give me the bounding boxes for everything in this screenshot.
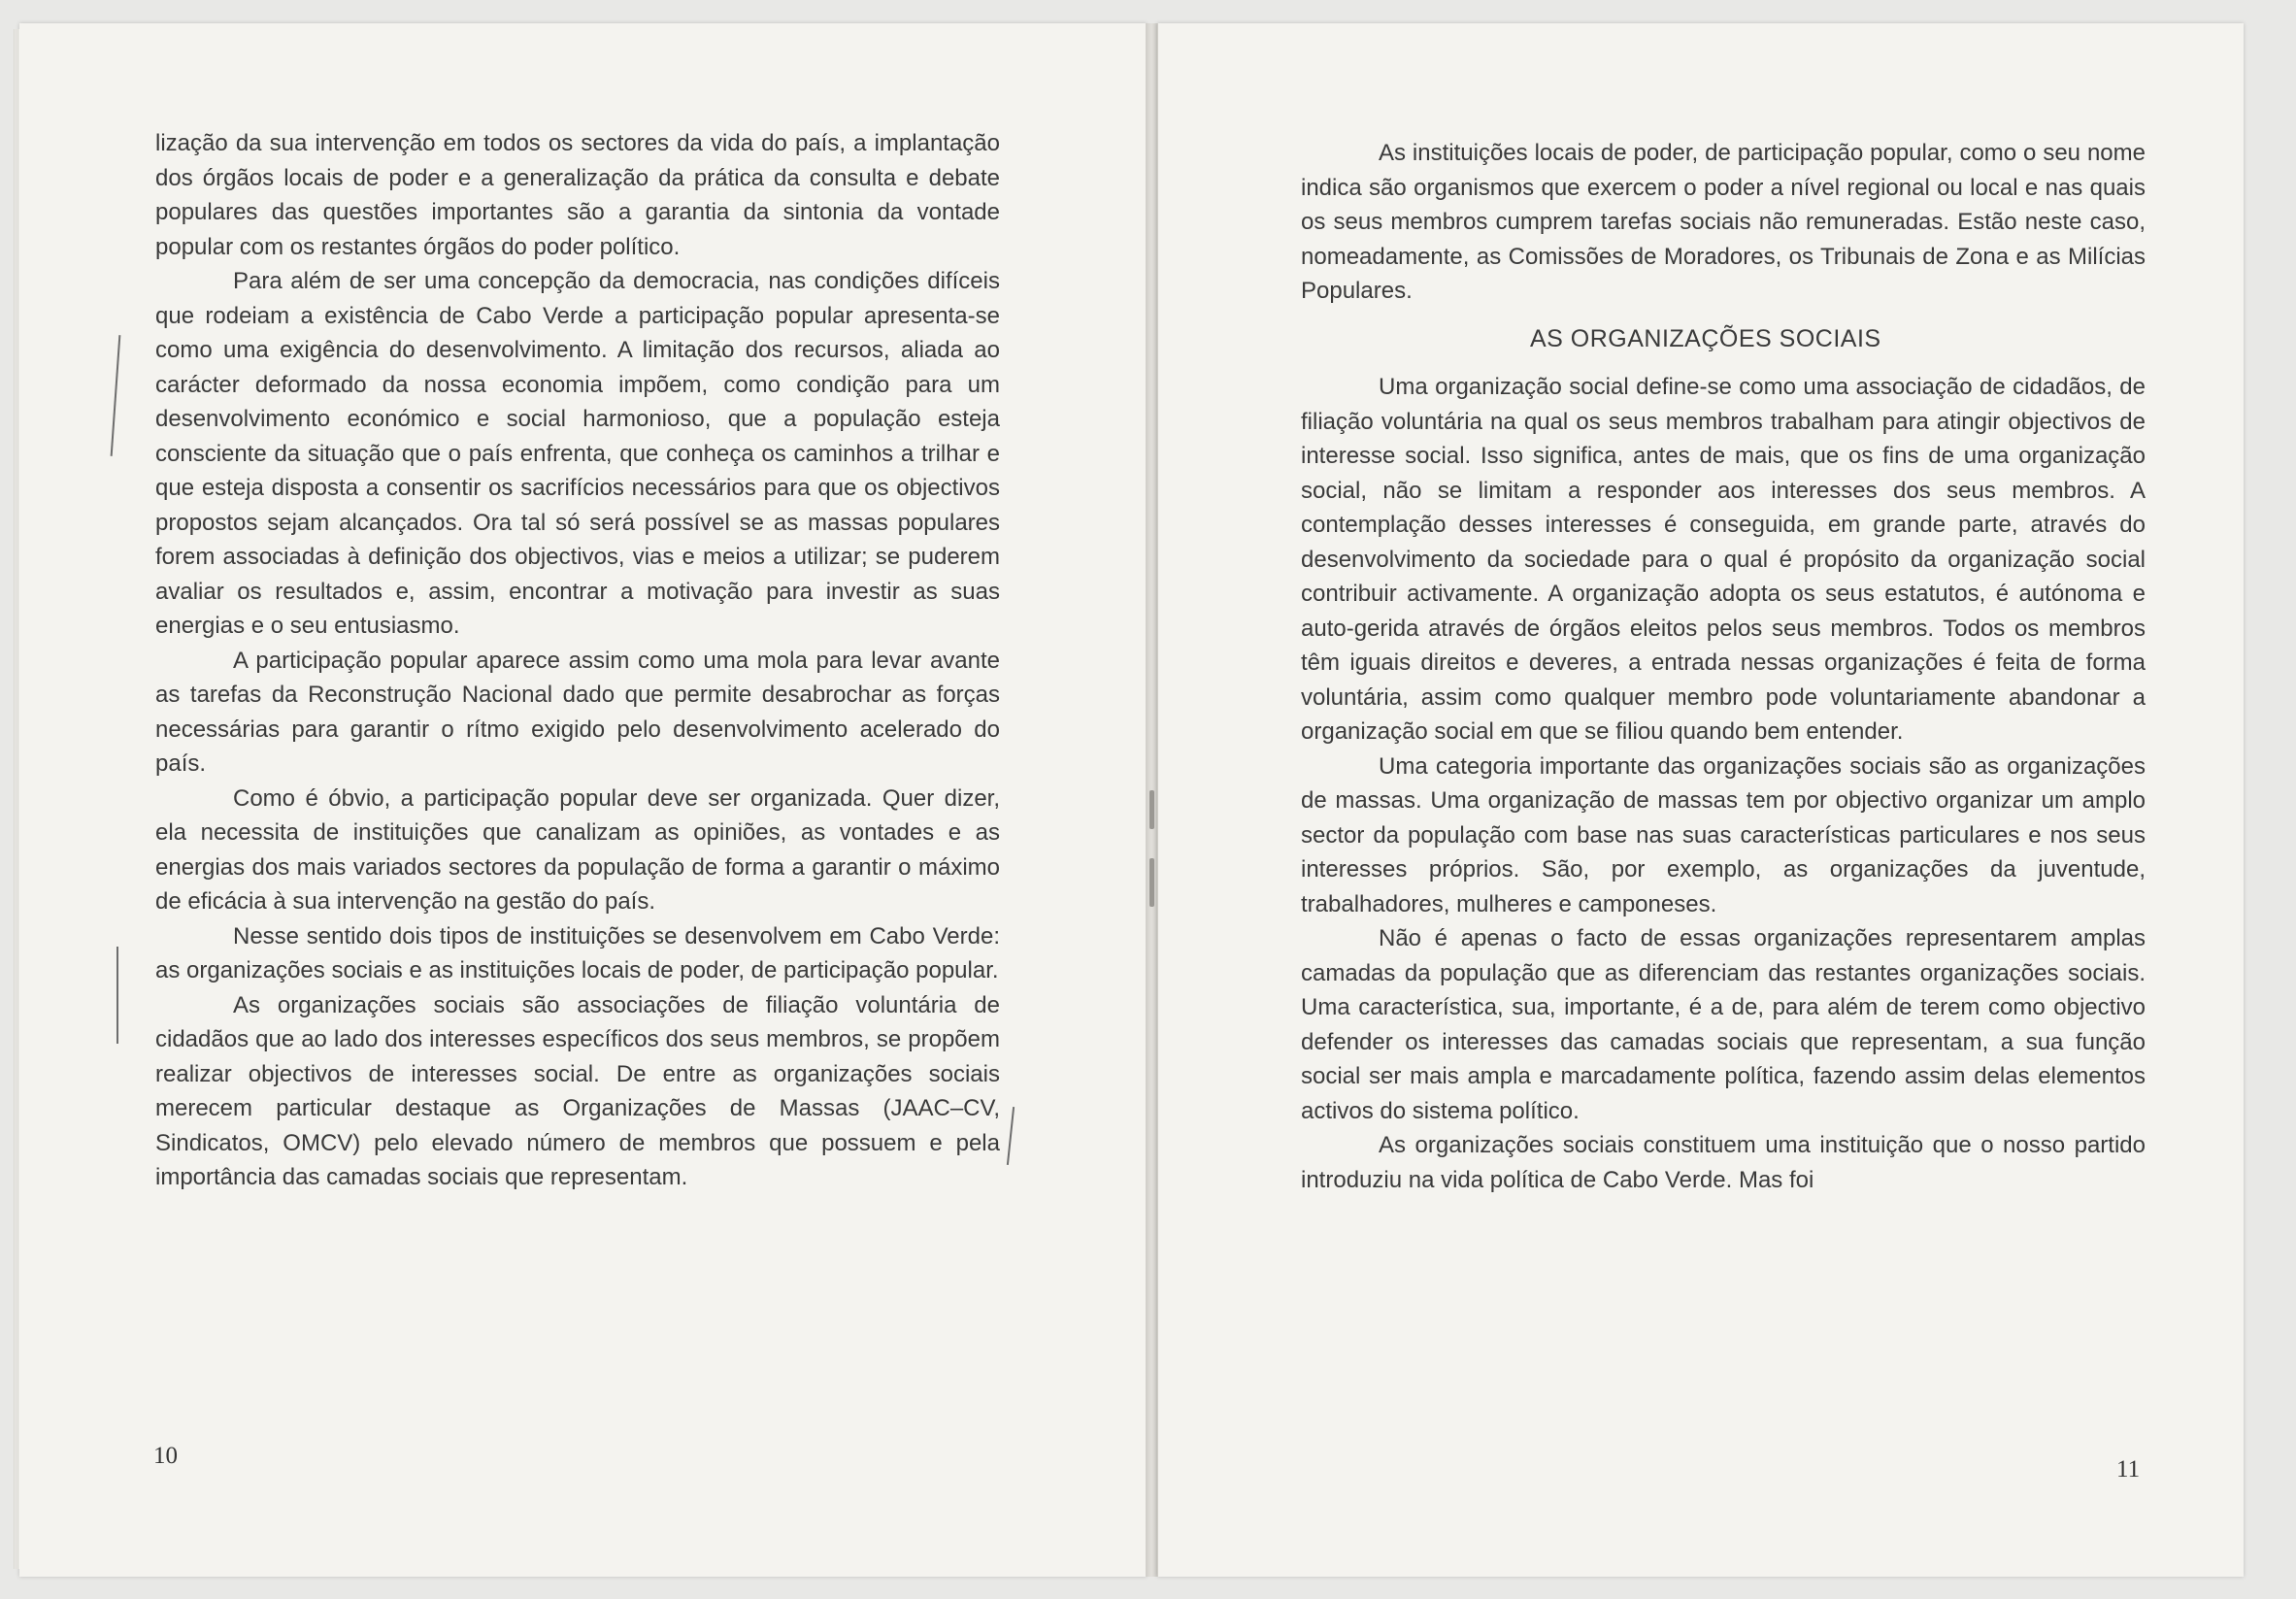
paragraph: As organizações sociais constituem uma instituição que o nosso partido introduziu na vida política de Cabo Verde. Mas foi	[1301, 1132, 2146, 1193]
section-heading: AS ORGANIZAÇÕES SOCIAIS	[1530, 324, 1881, 352]
paragraph: Uma organização social define-se como uma associação de cidadãos, de filiação voluntária na qual os seus membros trabalham para atingir objectivos de interesse social. Isso significa, antes de mais, que os fins de uma organização social, não se limitam a responder aos interesses dos seus membros. A contemplação desses interesses é conseguida, em grande parte, através do desenvolvimento da sociedade para o qual é propósito da organização social contribuir activamente. A organização adopta os seus estatutos, é autónoma e auto-gerida através de órgãos eleitos pelos seus membros. Todos os membros têm iguais direitos e deveres, a entrada nessas organizações é feita de forma voluntária, assim como qualquer membro pode voluntariamente abandonar a organização social em que se filiou quando bem entender.	[1301, 374, 2146, 745]
paragraph: Nesse sentido dois tipos de instituições se desenvolvem em Cabo Verde: as organizações sociais e as instituições locais de poder, de participação popular.	[155, 922, 1000, 983]
right-page-text	[1301, 136, 2146, 1197]
intro-paragraph: As instituições locais de poder, de participação popular, como o seu nome indica são organismos que exercem o poder a nível regional ou local e nas quais os seus membros cumprem tarefas sociais não remuneradas. Estão neste caso, nomeadamente, as Comissões de Moradores, os Tribunais de Zona e as Milícias Populares.	[1301, 140, 2146, 304]
binding-stitch	[1149, 790, 1154, 829]
paragraph: Uma categoria importante das organizações sociais são as organizações de massas. Uma organização de massas tem por objectivo organizar um amplo sector da população com base nas suas características particulares e nos seus interesses próprios. São, por exemplo, as organizações da juventude, trabalhadores, mulheres e camponeses.	[1301, 752, 2146, 917]
paragraph: As organizações sociais são associações de filiação voluntária de cidadãos que ao lado dos interesses específicos dos seus membros, se propõem realizar objectivos de interesses social. De entre as organizações sociais merecem particular destaque as Organizações de Massas (JAAC–CV, Sindicatos, OMCV) pelo elevado número de membros que possuem e pela importância das camadas sociais que representam.	[155, 991, 1000, 1190]
paragraph: Para além de ser uma concepção da democracia, nas condições difíceis que rodeiam a existência de Cabo Verde a participação popular apresenta-se como uma exigência do desenvolvimento. A limitação dos recursos, aliada ao carácter deformado da nossa economia impõem, como condição para um desenvolvimento económico e social harmonioso, que a população esteja consciente da situação que o país enfrenta, que conheça os caminhos a trilhar e que esteja disposta a consentir os sacrifícios necessários para que os objectivos propostos sejam alcançados. Ora tal só será possível se as massas populares forem associadas à definição dos objectivos, vias e meios a utilizar; se puderem avaliar os resultados e, assim, encontrar a motivação para investir as suas energias e o seu entusiasmo.	[155, 268, 1000, 639]
paragraph: Como é óbvio, a participação popular deve ser organizada. Quer dizer, ela necessita de instituições que canalizam as opiniões, as vontades e as energias dos mais variados sectores da população de forma a garantir o máximo de eficácia à sua intervenção na gestão do país.	[155, 784, 1000, 915]
paragraph: lização da sua intervenção em todos os sectores da vida do país, a implantação dos órgãos locais de poder e a generalização da prática da consulta e debate populares das questões importantes são a garantia da sintonia da vontade popular com os restantes órgãos do poder político.	[155, 130, 1000, 260]
binding-stitch	[1149, 858, 1154, 907]
paragraph: Não é apenas o facto de essas organizações representarem amplas camadas da população que as diferenciam das restantes organizações sociais. Uma característica, sua, importante, é a de, para além de terem como objectivo defender os interesses das camadas sociais que representam, a sua função social ser mais ampla e marcadamente política, fazendo assim delas elementos activos do sistema político.	[1301, 925, 2146, 1124]
paragraph: A participação popular aparece assim como uma mola para levar avante as tarefas da Reconstrução Nacional dado que permite desabrochar as forças necessárias para garantir o rítmo exigido pelo desenvolvimento acelerado do país.	[155, 647, 1000, 777]
page-number-right: 11	[2116, 1456, 2141, 1482]
page-edges	[14, 29, 19, 1569]
pencil-margin-mark	[116, 947, 118, 1044]
page-number-left: 10	[153, 1443, 178, 1469]
left-page-text	[155, 126, 1000, 1195]
